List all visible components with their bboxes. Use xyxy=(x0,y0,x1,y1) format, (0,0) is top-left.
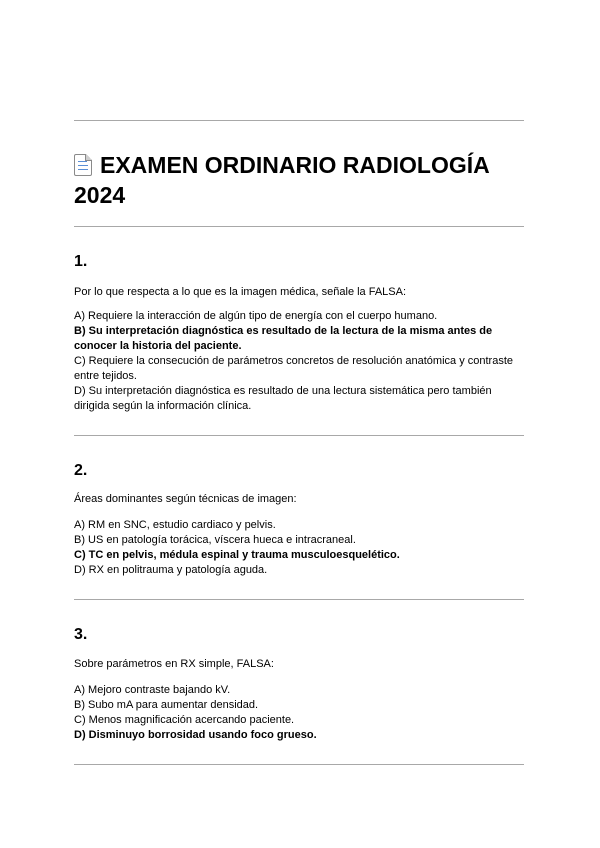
question-text: Por lo que respecta a lo que es la imagen médica, señale la FALSA: xyxy=(74,286,407,298)
option-line: D) RX en politrauma y patología aguda. xyxy=(74,564,268,576)
question-2-options xyxy=(74,518,524,578)
question-3-options xyxy=(74,683,524,743)
option-line: entre tejidos. xyxy=(74,370,137,382)
question-number: 3. xyxy=(74,626,88,643)
option-line: A) Mejoro contraste bajando kV. xyxy=(74,684,231,696)
option-line: C) Menos magnificación acercando paciente. xyxy=(74,714,295,726)
divider xyxy=(74,226,524,227)
option-line: C) Requiere la consecución de parámetros concretos de resolución anatómica y contraste xyxy=(74,355,514,367)
option-line-correct: B) Su interpretación diagnóstica es resultado de la lectura de la misma antes de xyxy=(74,325,493,337)
document-title xyxy=(74,150,524,210)
option-line: A) Requiere la interacción de algún tipo de energía con el cuerpo humano. xyxy=(74,310,438,322)
question-1-options xyxy=(74,309,524,414)
question-text: Áreas dominantes según técnicas de imagen: xyxy=(74,493,297,505)
title-line-2: 2024 xyxy=(74,182,126,208)
question-2-body xyxy=(74,492,524,507)
option-line-correct: D) Disminuyo borrosidad usando foco grueso. xyxy=(74,729,317,741)
divider xyxy=(74,599,524,600)
question-number: 2. xyxy=(74,462,88,479)
option-line: B) Subo mA para aumentar densidad. xyxy=(74,699,259,711)
option-line: B) US en patología torácica, víscera hueca e intracraneal. xyxy=(74,534,356,546)
option-line: D) Su interpretación diagnóstica es resultado de una lectura sistemática pero también xyxy=(74,385,492,397)
option-line: A) RM en SNC, estudio cardiaco y pelvis. xyxy=(74,519,276,531)
title-line-1: EXAMEN ORDINARIO RADIOLOGÍA xyxy=(100,152,490,178)
question-2 xyxy=(74,461,524,481)
divider xyxy=(74,435,524,436)
divider xyxy=(74,120,524,121)
option-line-correct: C) TC en pelvis, médula espinal y trauma musculoesquelético. xyxy=(74,549,400,561)
divider xyxy=(74,764,524,765)
question-number: 1. xyxy=(74,253,88,270)
question-1-body xyxy=(74,285,524,300)
question-text: Sobre parámetros en RX simple, FALSA: xyxy=(74,658,274,670)
option-line: dirigida según la información clínica. xyxy=(74,400,252,412)
document-icon xyxy=(74,154,92,176)
question-1 xyxy=(74,252,524,272)
option-line-correct: conocer la historia del paciente. xyxy=(74,340,242,352)
question-3 xyxy=(74,625,524,645)
question-3-body xyxy=(74,657,524,672)
